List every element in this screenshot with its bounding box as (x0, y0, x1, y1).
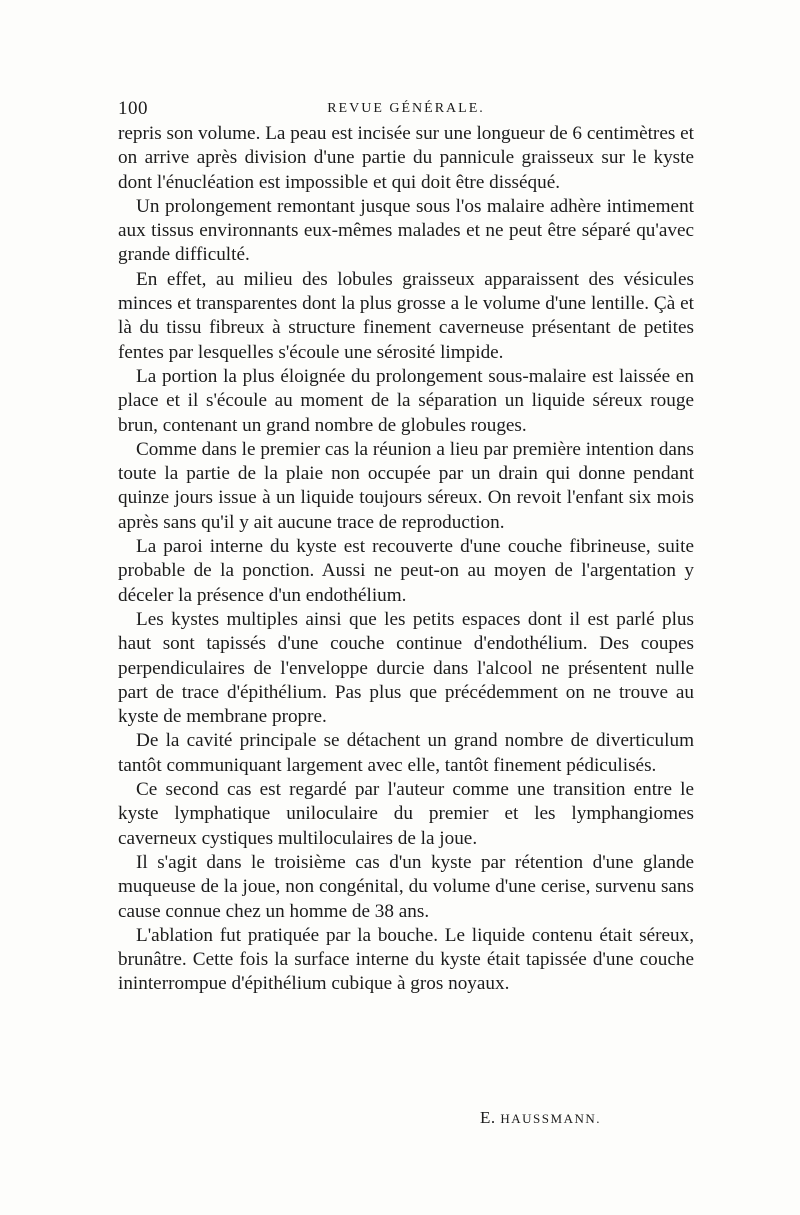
paragraph: repris son volume. La peau est incisée sur une longueur de 6 centimètres et on arrive après division d'une partie du pannicule graisseux sur le kyste dont l'énucléation est impossible et qui doit être disséqué. (118, 123, 694, 193)
paragraph: Il s'agit dans le troisième cas d'un kyste par rétention d'une glande muqueuse de la joue, non congénital, du volume d'une cerise, survenu sans cause connue chez un homme de 38 ans. (118, 851, 694, 922)
paragraph: De la cavité principale se détachent un grand nombre de diverticulum tantôt communiquant largement avec elle, tantôt finement pédiculisés. (118, 730, 694, 776)
paragraph: Un prolongement remontant jusque sous l'os malaire adhère intimement aux tissus environnants eux-mêmes malades et ne peut être séparé qu'avec grande difficulté. (118, 195, 694, 266)
author-signature (480, 1108, 601, 1128)
paragraph: La portion la plus éloignée du prolongement sous-malaire est laissée en place et il s'écoule au moment de la séparation un liquide séreux rouge brun, contenant un grand nombre de globules rouges. (118, 365, 694, 436)
body-text (118, 122, 694, 997)
running-head (118, 98, 694, 122)
paragraph: La paroi interne du kyste est recouverte d'une couche fibrineuse, suite probable de la ponction. Aussi ne peut-on au moyen de l'argentation y déceler la présence d'un endothélium. (118, 536, 694, 606)
author-name: HAUSSMANN. (500, 1111, 601, 1126)
paragraph: Les kystes multiples ainsi que les petits espaces dont il est parlé plus haut sont tapissés d'une couche continue d'endothélium. Des coupes perpendiculaires de l'enveloppe durcie dans l'alcool ne présentent nulle part de trace d'épithélium. Pas plus que précédemment on ne trouve au kyste de membrane propre. (118, 608, 694, 728)
paragraph: Ce second cas est regardé par l'auteur comme une transition entre le kyste lymphatique uniloculaire du premier et les lymphangiomes caverneux cystiques multiloculaires de la joue. (118, 779, 694, 849)
paragraph: Comme dans le premier cas la réunion a lieu par première intention dans toute la partie de la plaie non occupée par un drain qui donne pendant quinze jours issue à un liquide toujours séreux. On revoit l'enfant six mois après sans qu'il y ait aucune trace de reproduction. (118, 438, 694, 533)
journal-title: REVUE GÉNÉRALE. (327, 101, 485, 116)
paragraph: L'ablation fut pratiquée par la bouche. Le liquide contenu était séreux, brunâtre. Cette fois la surface interne du kyste était tapissée d'une couche ininterrompue d'épithélium cubique à gros noyaux. (118, 924, 694, 995)
author-initial: E. (480, 1108, 496, 1127)
page-number: 100 (118, 98, 148, 119)
paragraph: En effet, au milieu des lobules graisseux apparaissent des vésicules minces et transparentes dont la plus grosse a le volume d'une lentille. Çà et là du tissu fibreux à structure finement caverneuse présentant de petites fentes par lesquelles s'écoule une sérosité limpide. (118, 268, 694, 363)
